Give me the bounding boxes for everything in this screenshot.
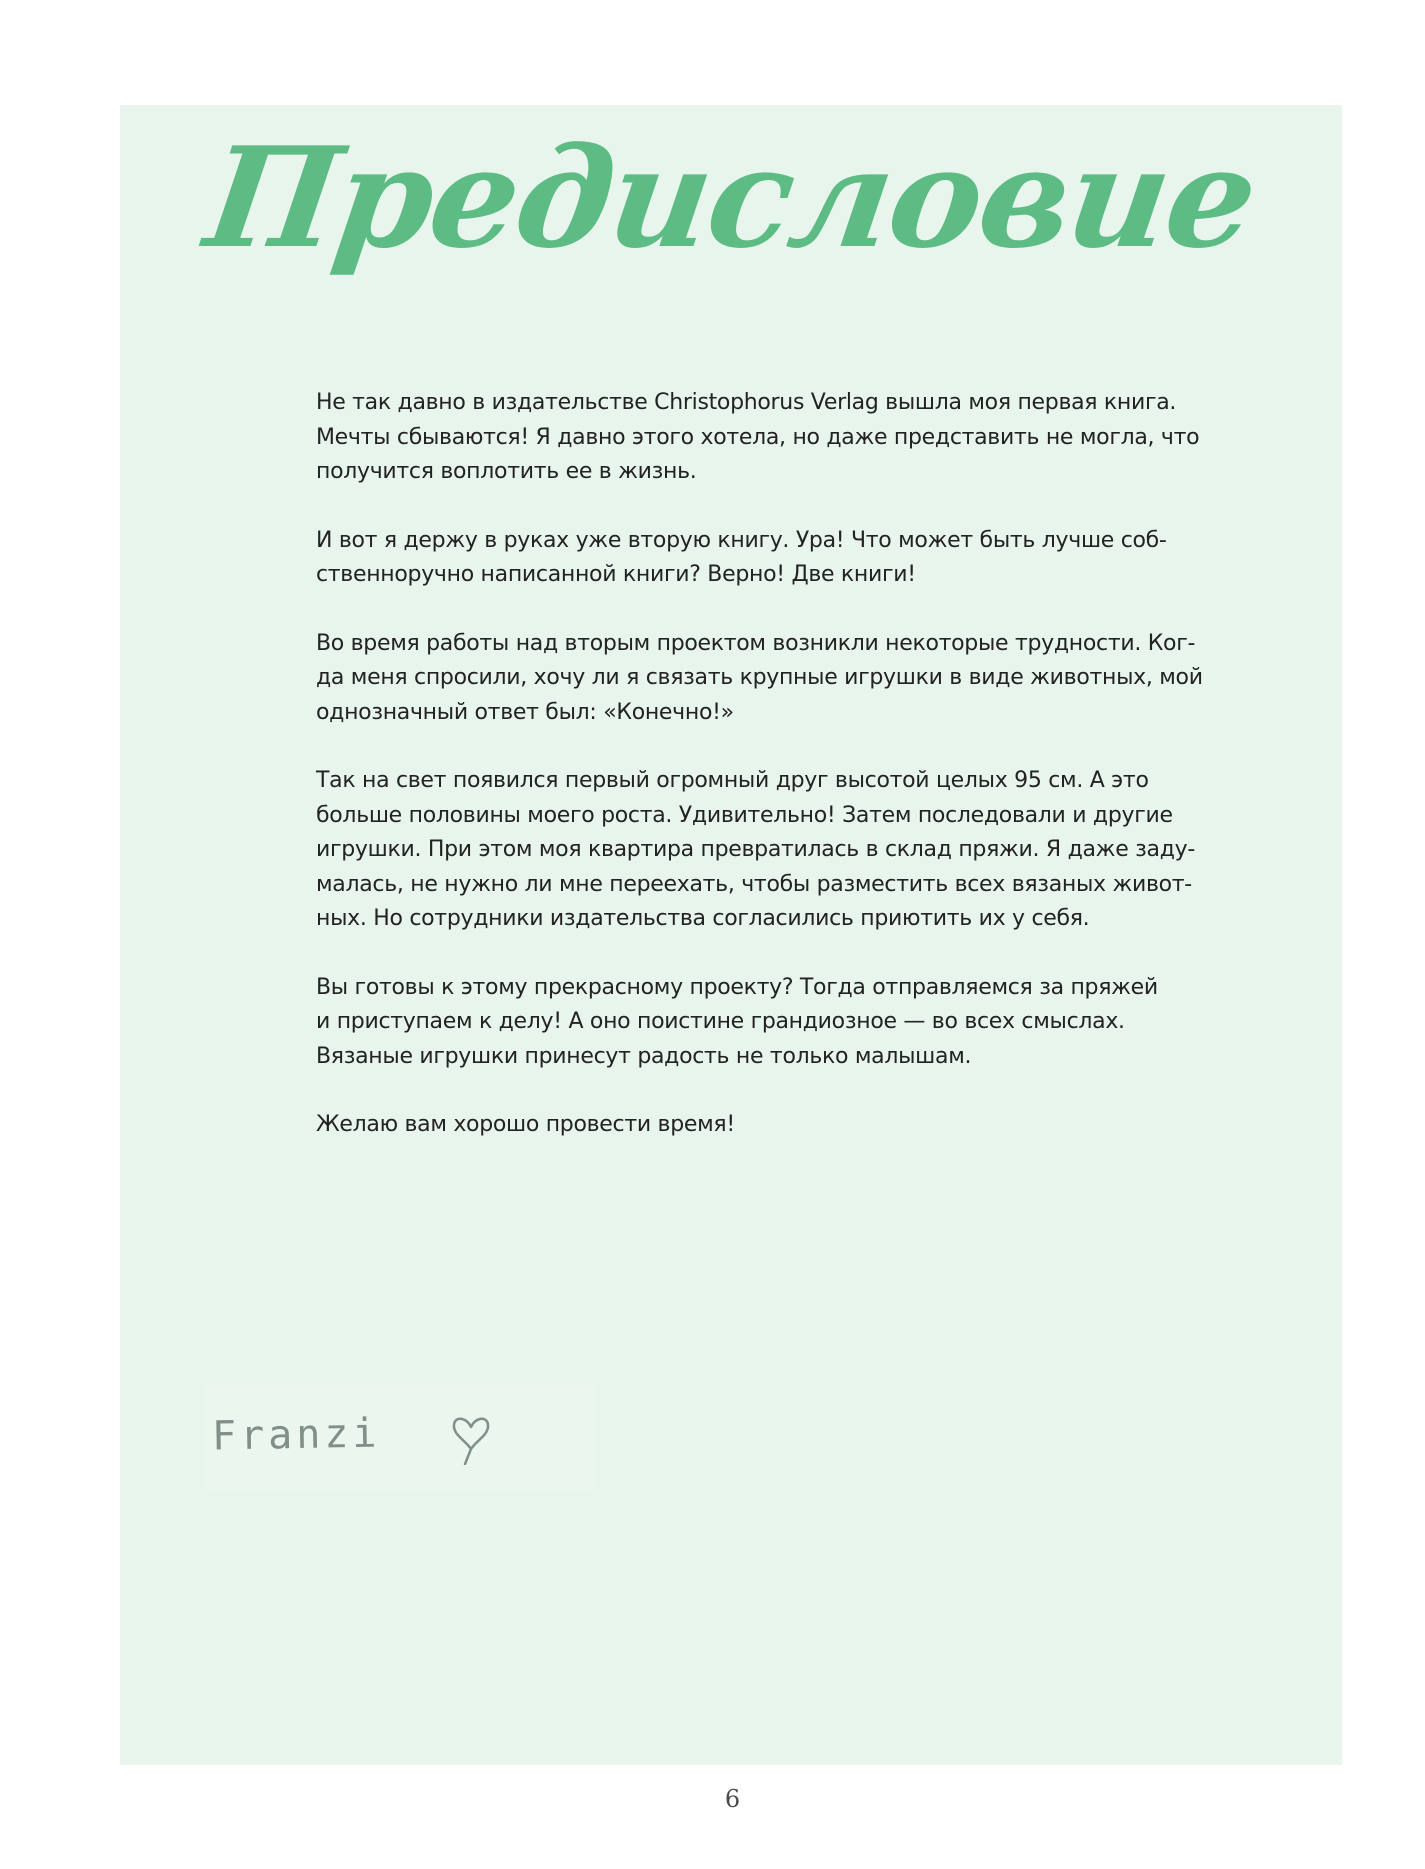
paragraph-line: больше половины моего роста. Удивительно! Затем последовали и другие bbox=[316, 802, 1173, 828]
paragraph-line: Желаю вам хорошо провести время! bbox=[316, 1112, 735, 1137]
page-title: Предисловие bbox=[197, 116, 1265, 279]
paragraph-line: Так на свет появился первый огромный друг высотой целых 95 см. А это bbox=[316, 768, 1149, 793]
paragraph-line: Мечты сбываются! Я давно этого хотела, но даже представить не могла, что bbox=[316, 424, 1200, 450]
signature: Franzi bbox=[211, 1410, 381, 1460]
paragraph-5 bbox=[316, 971, 1166, 1075]
paragraph-line: Вы готовы к этому прекрасному проекту? Тогда отправляемся за пряжей bbox=[316, 974, 1158, 1000]
paragraph-line: да меня спросили, хочу ли я связать крупные игрушки в виде животных, мой bbox=[316, 665, 1203, 690]
paragraph-line: получится воплотить ее в жизнь. bbox=[316, 459, 697, 484]
paragraph-4 bbox=[316, 764, 1195, 937]
paragraph-line: и приступаем к делу! А оно поистине грандиозное — во всех смыслах. bbox=[316, 1009, 1125, 1034]
paragraph-line: Во время работы над вторым проектом возникли некоторые трудности. Ког- bbox=[316, 630, 1196, 656]
heart-icon bbox=[450, 1407, 492, 1465]
paragraph-line: однозначный ответ был: «Конечно!» bbox=[316, 699, 734, 725]
paragraph-line: И вот я держу в руках уже вторую книгу. Ура! Что может быть лучше соб- bbox=[316, 527, 1167, 553]
paragraph-2 bbox=[316, 524, 1166, 593]
page-number: 6 bbox=[724, 1785, 741, 1813]
paragraph-1 bbox=[316, 386, 1200, 490]
paragraph-line: Вязаные игрушки принесут радость не только малышам. bbox=[316, 1043, 972, 1069]
foreword-body bbox=[316, 386, 1203, 1177]
paragraph-line: ственноручно написанной книги? Верно! Две книги! bbox=[316, 562, 916, 587]
paragraph-line: игрушки. При этом моя квартира превратилась в склад пряжи. Я даже заду- bbox=[316, 837, 1195, 862]
paragraph-line: малась, не нужно ли мне переехать, чтобы разместить всех вязаных живот- bbox=[316, 871, 1192, 897]
paragraph-6 bbox=[316, 1108, 1166, 1143]
paragraph-line: Не так давно в издательстве Christophorus Verlag вышла моя первая книга. bbox=[316, 390, 1177, 415]
paragraph-3 bbox=[316, 627, 1203, 731]
paragraph-line: ных. Но сотрудники издательства согласились приютить их у себя. bbox=[316, 906, 1090, 931]
